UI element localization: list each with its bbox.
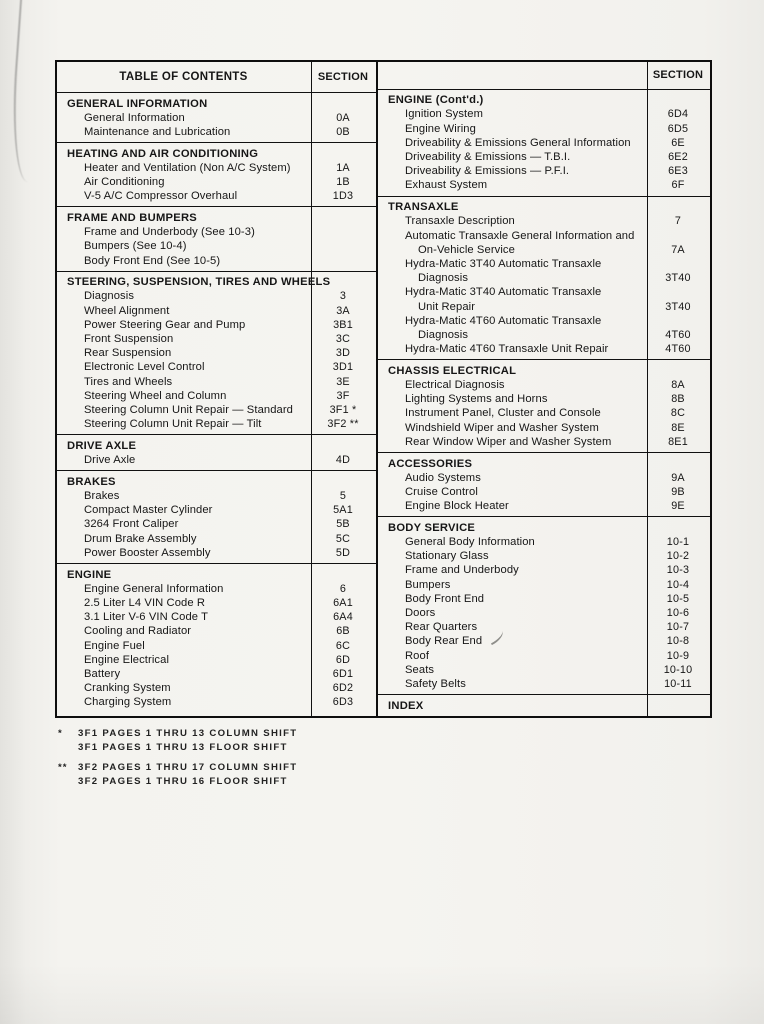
toc-item-label: Tires and Wheels (84, 375, 173, 388)
toc-item-label: Drive Axle (84, 454, 136, 467)
toc-item-row (57, 318, 376, 332)
toc-item-row (57, 375, 376, 389)
toc-item-row (378, 328, 710, 342)
toc-item-row (57, 624, 376, 638)
footnote-marker (58, 775, 78, 789)
toc-group (378, 196, 710, 360)
toc-item-row (57, 125, 376, 139)
toc-item-row (378, 243, 710, 257)
toc-item-code: 0B (336, 125, 350, 138)
toc-item-label: Automatic Transaxle General Information and (405, 229, 635, 242)
toc-item-label: Hydra-Matic 3T40 Automatic Transaxle (405, 257, 602, 270)
toc-item-label: Steering Wheel and Column (84, 389, 227, 402)
toc-item-code: 6A1 (333, 597, 353, 609)
toc-group (57, 206, 376, 270)
toc-item-label: Diagnosis (418, 272, 469, 285)
toc-item-row (378, 549, 710, 563)
toc-item-label: On-Vehicle Service (418, 243, 515, 256)
footnote-block (58, 761, 297, 788)
footnote-text: 3F1 PAGES 1 THRU 13 COLUMN SHIFT (78, 728, 298, 739)
toc-item-code: 10-3 (666, 564, 690, 577)
toc-item-row (57, 332, 376, 346)
toc-item-code: 8A (671, 379, 685, 392)
toc-item-row (57, 695, 376, 709)
toc-item-code: 10-6 (666, 607, 690, 620)
toc-group (57, 434, 376, 470)
toc-group-heading-row (57, 147, 376, 161)
footnote-line (58, 761, 297, 775)
toc-item-code: 3B1 (333, 318, 353, 331)
toc-item-code: 7 (674, 215, 682, 228)
toc-group-heading: BRAKES (67, 475, 116, 488)
toc-group (57, 142, 376, 206)
toc-item-row (57, 175, 376, 189)
toc-item-label: Engine General Information (84, 582, 224, 595)
toc-group-heading: ENGINE (67, 568, 112, 581)
toc-group (378, 90, 710, 196)
toc-item-code: 6D1 (332, 668, 354, 681)
toc-item-row (57, 403, 376, 417)
toc-item-code: 5B (336, 518, 350, 531)
toc-item-label: Windshield Wiper and Washer System (405, 421, 599, 434)
toc-item-row (378, 314, 710, 328)
toc-item-row (57, 639, 376, 653)
toc-item-code: 5A1 (333, 504, 353, 517)
toc-item-code: 6B (336, 625, 350, 638)
toc-item-code: 1B (336, 176, 350, 189)
toc-item-code: 7A (671, 243, 685, 256)
toc-item-row (57, 596, 376, 610)
footnote-text: 3F2 PAGES 1 THRU 17 COLUMN SHIFT (78, 762, 298, 773)
toc-item-row (57, 346, 376, 360)
toc-group (57, 271, 376, 435)
toc-item-row (57, 517, 376, 531)
toc-group-heading: BODY SERVICE (388, 521, 476, 534)
toc-group-heading: CHASSIS ELECTRICAL (388, 364, 517, 377)
page-edge-shadow (7, 0, 54, 183)
toc-item-code: 10-11 (664, 678, 692, 691)
table-of-contents (55, 60, 712, 718)
toc-item-row (378, 257, 710, 271)
toc-item-row (57, 489, 376, 503)
toc-item-code: 3F (336, 389, 350, 402)
toc-item-label: Stationary Glass (405, 550, 489, 563)
toc-group-heading: DRIVE AXLE (67, 439, 137, 452)
toc-item-label: Frame and Underbody (See 10-3) (84, 226, 255, 239)
toc-item-row (57, 582, 376, 596)
toc-item-row (378, 300, 710, 314)
toc-item-code: 1A (336, 161, 350, 174)
toc-item-row (57, 289, 376, 303)
toc-item-code: 9E (671, 500, 685, 513)
toc-item-code: 8C (670, 407, 686, 420)
toc-item-label: Body Front End (See 10-5) (84, 254, 221, 267)
toc-item-row (378, 485, 710, 499)
toc-item-row (378, 342, 710, 356)
toc-item-label: Cranking System (84, 682, 171, 695)
toc-item-label: Drum Brake Assembly (84, 532, 197, 545)
toc-item-code: 6D3 (332, 696, 354, 709)
toc-item-label: 3.1 Liter V-6 VIN Code T (84, 611, 209, 624)
toc-item-label: Safety Belts (405, 678, 466, 691)
toc-right-header-row (378, 62, 710, 90)
toc-group-heading-row (378, 521, 710, 535)
toc-item-code: 4T60 (665, 343, 691, 356)
toc-item-code: 6E (671, 136, 685, 149)
toc-group-heading-row (378, 699, 710, 713)
toc-item-label: Transaxle Description (405, 215, 515, 228)
toc-item-label: Exhaust System (405, 179, 488, 192)
toc-item-row (378, 392, 710, 406)
toc-item-label: Power Booster Assembly (84, 546, 211, 559)
toc-item-code: 6 (339, 582, 347, 595)
toc-item-label: Bumpers (405, 578, 451, 591)
toc-item-row (378, 663, 710, 677)
toc-item-label: Electrical Diagnosis (405, 379, 505, 392)
toc-item-label: Diagnosis (84, 290, 135, 303)
toc-item-label: Body Front End (405, 592, 485, 605)
toc-item-row (378, 136, 710, 150)
toc-item-label: Maintenance and Lubrication (84, 125, 231, 138)
toc-item-row (378, 471, 710, 485)
section-header-left: SECTION (317, 71, 369, 83)
toc-item-label: General Information (84, 111, 185, 124)
toc-item-label: Diagnosis (418, 328, 469, 341)
toc-group (57, 470, 376, 563)
toc-item-label: Electronic Level Control (84, 361, 205, 374)
toc-group-heading: INDEX (388, 699, 424, 712)
toc-item-label: Battery (84, 668, 121, 681)
toc-item-row (378, 378, 710, 392)
toc-item-code: 3A (336, 304, 350, 317)
toc-item-code: 10-7 (666, 621, 690, 634)
toc-item-code: 8B (671, 393, 685, 406)
toc-group-heading-row (57, 97, 376, 111)
toc-item-label: Power Steering Gear and Pump (84, 318, 246, 331)
toc-item-code: 6A4 (333, 611, 353, 624)
toc-item-label: Lighting Systems and Horns (405, 393, 548, 406)
toc-group (378, 694, 710, 716)
toc-group-heading: HEATING AND AIR CONDITIONING (67, 147, 259, 160)
toc-item-code: 3D1 (332, 361, 354, 374)
toc-item-code: 3T40 (665, 300, 691, 313)
footnote-text: 3F2 PAGES 1 THRU 16 FLOOR SHIFT (78, 775, 288, 787)
toc-item-row (378, 406, 710, 420)
toc-item-label: Bumpers (See 10-4) (84, 240, 187, 253)
toc-item-label: General Body Information (405, 536, 535, 549)
toc-group (378, 359, 710, 452)
toc-item-row (57, 610, 376, 624)
toc-group-heading: FRAME AND BUMPERS (67, 211, 198, 224)
toc-group-heading-row (57, 568, 376, 582)
footnote-block (58, 727, 297, 754)
toc-item-code: 6D4 (667, 108, 689, 121)
toc-item-row (378, 107, 710, 121)
toc-group-heading-row (57, 439, 376, 453)
toc-item-code: 0A (336, 111, 350, 124)
toc-item-code: 8E (671, 421, 685, 434)
toc-item-row (57, 389, 376, 403)
toc-item-label: Air Conditioning (84, 176, 165, 189)
toc-left-header-row (57, 62, 376, 93)
toc-item-code: 3 (339, 290, 347, 303)
toc-item-row (378, 620, 710, 634)
toc-item-row (57, 681, 376, 695)
toc-group-heading: GENERAL INFORMATION (67, 97, 208, 110)
toc-item-code: 6D5 (667, 122, 689, 135)
toc-item-label: 3264 Front Caliper (84, 518, 179, 531)
toc-item-label: Engine Electrical (84, 653, 170, 666)
toc-item-label: Engine Fuel (84, 639, 145, 652)
toc-item-label: Cooling and Radiator (84, 625, 192, 638)
toc-item-label: 2.5 Liter L4 VIN Code R (84, 597, 206, 609)
toc-item-label: Charging System (84, 696, 172, 709)
toc-group (57, 563, 376, 716)
toc-item-label: Unit Repair (418, 300, 476, 313)
toc-item-code: 4D (335, 454, 351, 467)
toc-item-code: 4T60 (665, 328, 691, 341)
toc-item-code: 3D (335, 347, 351, 360)
toc-item-label: Front Suspension (84, 333, 174, 346)
toc-item-label: Heater and Ventilation (Non A/C System) (84, 161, 291, 174)
toc-item-row (378, 606, 710, 620)
toc-item-code: 6E3 (668, 165, 688, 178)
toc-item-code: 10-4 (666, 578, 690, 591)
toc-item-code: 9A (671, 471, 685, 484)
toc-item-label: Rear Window Wiper and Washer System (405, 435, 612, 448)
toc-group (378, 516, 710, 694)
toc-item-row (378, 421, 710, 435)
toc-item-code: 10-2 (666, 550, 690, 563)
toc-item-row (57, 239, 376, 253)
toc-item-row (57, 111, 376, 125)
toc-item-code: 3T40 (665, 272, 691, 285)
toc-group (57, 93, 376, 142)
toc-item-row (378, 563, 710, 577)
toc-item-row (57, 546, 376, 560)
toc-item-label: Driveability & Emissions — T.B.I. (405, 150, 571, 163)
toc-item-row (378, 178, 710, 192)
toc-item-row (378, 499, 710, 513)
toc-item-code: 10-1 (666, 536, 690, 549)
toc-item-row (378, 649, 710, 663)
toc-item-code: 3E (336, 375, 350, 388)
toc-item-row (378, 285, 710, 299)
toc-group-heading-row (378, 364, 710, 378)
toc-item-label: Hydra-Matic 4T60 Automatic Transaxle (405, 314, 602, 327)
toc-item-label: Wheel Alignment (84, 304, 170, 317)
toc-item-row (57, 189, 376, 203)
toc-item-row (57, 503, 376, 517)
toc-item-label: Steering Column Unit Repair — Standard (84, 404, 294, 417)
footnote-line (58, 727, 297, 741)
toc-item-label: Body Rear End (405, 635, 483, 648)
toc-group-heading-row (378, 457, 710, 471)
toc-item-row (378, 634, 710, 648)
toc-group-heading-row (57, 211, 376, 225)
footnote-line (58, 775, 297, 789)
toc-item-code: 8E1 (668, 435, 688, 448)
toc-item-code: 1D3 (332, 190, 354, 203)
toc-group-heading: ENGINE (Cont'd.) (388, 94, 484, 107)
toc-right-groups (378, 90, 710, 716)
toc-item-code: 5 (339, 490, 347, 503)
toc-item-code: 3F1 * (329, 404, 357, 417)
toc-item-code: 6D (335, 653, 351, 666)
footnote-marker: * (58, 728, 63, 739)
footnotes (58, 727, 297, 788)
toc-item-label: Hydra-Matic 3T40 Automatic Transaxle (405, 286, 602, 299)
toc-item-label: Audio Systems (405, 471, 481, 484)
toc-item-label: Roof (405, 649, 430, 662)
toc-item-row (378, 271, 710, 285)
toc-item-label: Driveability & Emissions General Information (405, 136, 631, 149)
toc-item-label: Hydra-Matic 4T60 Transaxle Unit Repair (405, 343, 609, 356)
toc-group-heading-row (378, 200, 710, 214)
footnote-marker (58, 741, 78, 755)
section-header-right: SECTION (652, 69, 704, 82)
toc-item-label: Compact Master Cylinder (84, 504, 213, 517)
toc-right-column (378, 62, 710, 716)
toc-item-label: Engine Block Heater (405, 500, 509, 513)
toc-item-label: Engine Wiring (405, 122, 476, 135)
toc-item-code: 6D2 (332, 682, 354, 695)
toc-item-label: Brakes (84, 490, 120, 503)
toc-item-label: Instrument Panel, Cluster and Console (405, 407, 601, 420)
toc-item-row (378, 435, 710, 449)
toc-item-row (378, 214, 710, 228)
toc-group-heading: STEERING, SUSPENSION, TIRES AND WHEELS (67, 276, 331, 289)
toc-item-label: Ignition System (405, 108, 483, 121)
toc-item-row (57, 653, 376, 667)
toc-item-row (57, 304, 376, 318)
toc-item-row (57, 360, 376, 374)
toc-item-code: 10-5 (666, 592, 690, 605)
footnote-text: 3F1 PAGES 1 THRU 13 FLOOR SHIFT (78, 741, 288, 753)
toc-item-label: Doors (405, 607, 436, 620)
toc-group-heading: TRANSAXLE (388, 201, 459, 214)
toc-item-label: Cruise Control (405, 485, 478, 498)
toc-item-label: Rear Quarters (405, 621, 478, 634)
toc-item-code: 10-10 (663, 663, 693, 676)
toc-group (378, 452, 710, 516)
toc-item-row (57, 254, 376, 268)
toc-left-column (57, 62, 378, 716)
toc-group-heading-row (57, 475, 376, 489)
toc-item-row (57, 161, 376, 175)
toc-item-code: 5D (335, 546, 351, 559)
toc-item-row (378, 578, 710, 592)
toc-item-row (378, 150, 710, 164)
toc-item-label: V-5 A/C Compressor Overhaul (84, 190, 238, 203)
toc-item-code: 10-9 (666, 649, 690, 662)
toc-item-code: 6E2 (668, 150, 688, 163)
toc-item-row (378, 122, 710, 136)
toc-item-code: 3F2 ** (327, 418, 359, 431)
toc-item-row (378, 229, 710, 243)
toc-item-code: 3C (335, 333, 351, 346)
toc-item-code: 6F (671, 179, 685, 192)
toc-item-label: Rear Suspension (84, 347, 172, 360)
toc-item-label: Driveability & Emissions — P.F.I. (405, 165, 570, 178)
toc-item-code: 10-8 (666, 635, 690, 648)
toc-left-groups (57, 93, 376, 716)
toc-item-row (57, 417, 376, 431)
toc-item-row (378, 164, 710, 178)
toc-item-code: 5C (335, 532, 351, 545)
toc-item-row (57, 453, 376, 467)
footnote-line (58, 741, 297, 755)
toc-item-row (378, 592, 710, 606)
toc-group-heading-row (378, 93, 710, 107)
toc-item-label: Steering Column Unit Repair — Tilt (84, 418, 262, 431)
toc-title: TABLE OF CONTENTS (119, 71, 248, 83)
toc-item-code: 9B (671, 485, 685, 498)
toc-item-row (57, 667, 376, 681)
toc-group-heading-row (57, 275, 376, 289)
toc-item-row (378, 677, 710, 691)
toc-item-row (378, 535, 710, 549)
toc-item-row (57, 532, 376, 546)
toc-item-row (57, 225, 376, 239)
toc-item-label: Frame and Underbody (405, 564, 519, 577)
toc-item-label: Seats (405, 663, 435, 676)
toc-group-heading: ACCESSORIES (388, 457, 473, 470)
toc-item-code: 6C (335, 639, 351, 652)
footnote-marker: ** (58, 762, 68, 773)
